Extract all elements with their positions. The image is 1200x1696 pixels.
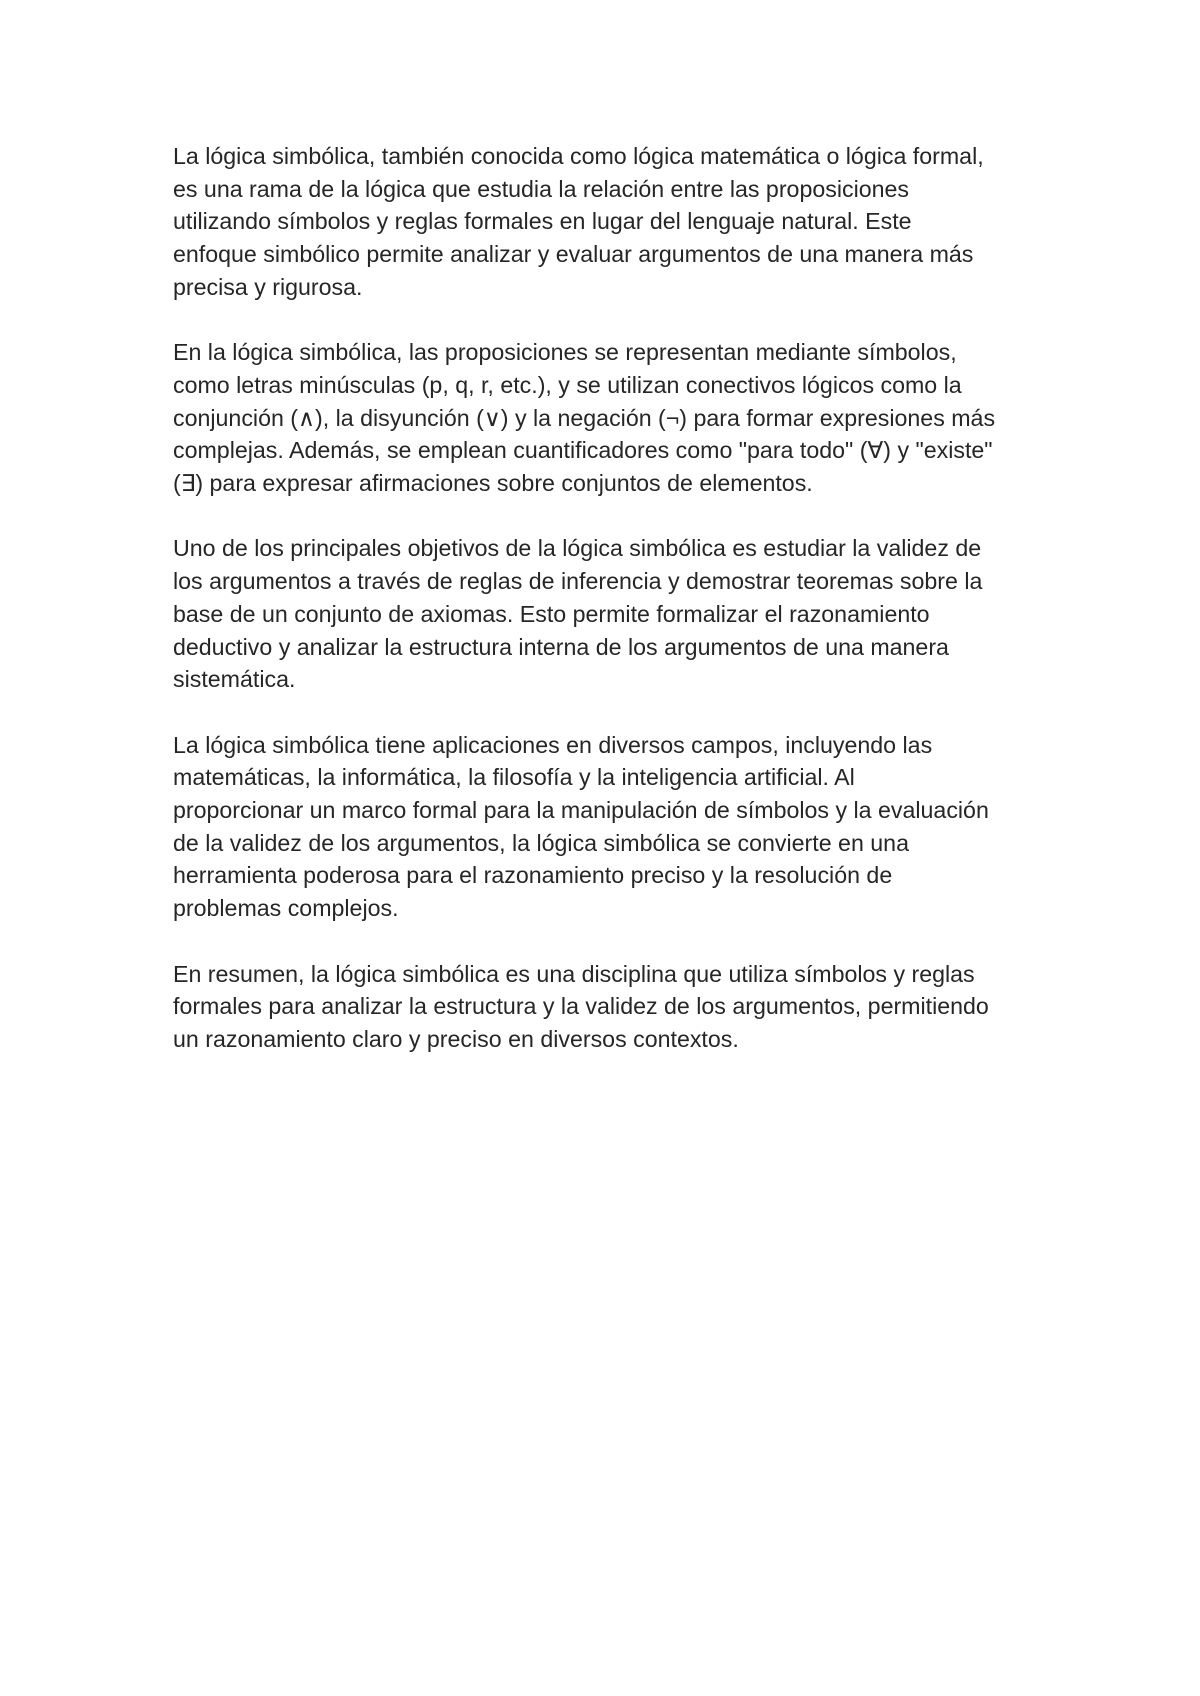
text-line: Uno de los principales objetivos de la lógica simbólica es estudiar la validez de [173,535,982,562]
paragraph-summary [173,958,1053,1056]
text-line: es una rama de la lógica que estudia la relación entre las proposiciones [173,175,910,202]
text-line: precisa y rigurosa. [173,273,363,300]
text-line: los argumentos a través de reglas de inferencia y demostrar teoremas sobre la [173,568,983,595]
paragraph-symbols [173,336,1053,500]
text-line: como letras minúsculas (p, q, r, etc.), y se utilizan conectivos lógicos como la [173,371,962,398]
text-line: utilizando símbolos y reglas formales en lugar del lenguaje natural. Este [173,208,912,235]
text-line: base de un conjunto de axiomas. Esto permite formalizar el razonamiento [173,600,930,627]
text-line: herramienta poderosa para el razonamiento preciso y la resolución de [173,862,893,889]
text-line: complejas. Además, se emplean cuantificadores como "para todo" (∀) y "existe" [173,437,993,464]
text-line: sistemática. [173,666,296,693]
text-line: enfoque simbólico permite analizar y evaluar argumentos de una manera más [173,241,974,268]
text-line: La lógica simbólica, también conocida como lógica matemática o lógica formal, [173,143,984,169]
text-line: En resumen, la lógica simbólica es una disciplina que utiliza símbolos y reglas [173,960,975,987]
text-line: La lógica simbólica tiene aplicaciones en diversos campos, incluyendo las [173,731,933,758]
text-line: conjunción (∧), la disyunción (∨) y la negación (¬) para formar expresiones más [173,404,996,431]
text-line: de la validez de los argumentos, la lógica simbólica se convierte en una [173,829,909,856]
paragraph-intro [173,140,1053,304]
text-line: matemáticas, la informática, la filosofía y la inteligencia artificial. Al [173,764,855,791]
text-line: formales para analizar la estructura y la validez de los argumentos, permitiendo [173,993,989,1020]
text-line: deductivo y analizar la estructura interna de los argumentos de una manera [173,633,949,660]
text-line: proporcionar un marco formal para la manipulación de símbolos y la evaluación [173,797,989,824]
text-line: problemas complejos. [173,895,399,922]
text-line: En la lógica simbólica, las proposiciones se representan mediante símbolos, [173,339,957,366]
document-body [173,140,1053,1088]
paragraph-applications [173,729,1053,925]
paragraph-objectives [173,532,1053,696]
text-line: un razonamiento claro y preciso en diversos contextos. [173,1025,739,1052]
text-line: (∃) para expresar afirmaciones sobre conjuntos de elementos. [173,470,813,497]
